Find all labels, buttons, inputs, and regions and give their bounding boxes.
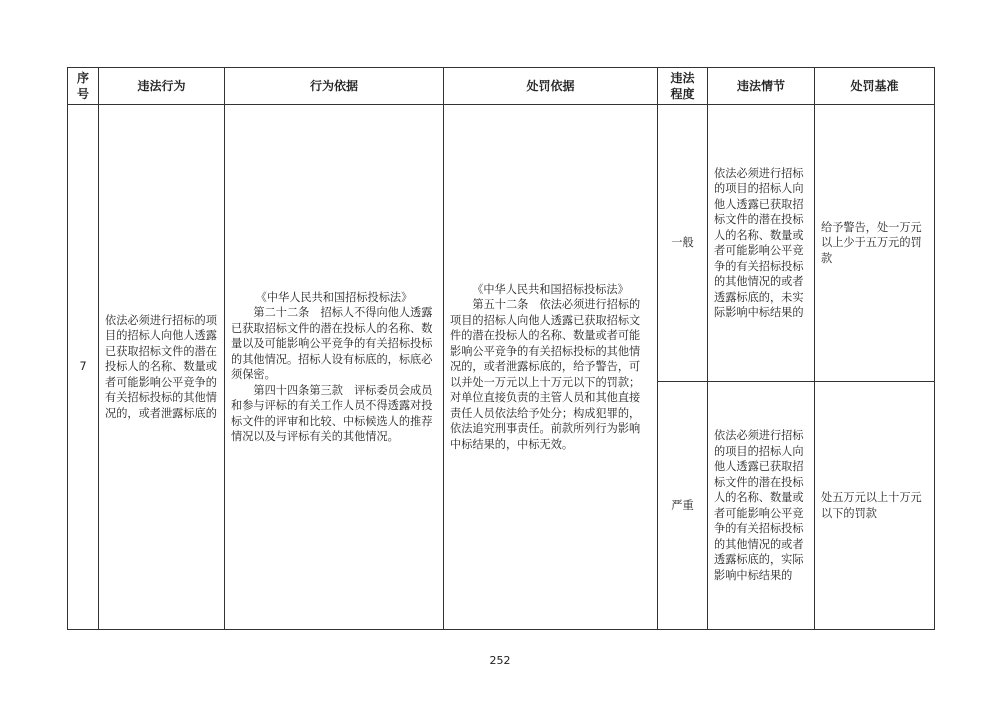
row-act: 依法必须进行招标的项目的招标人向他人透露已获取招标文件的潜在投标人的名称、数量或者可能影响公平竞争的有关招标投标的其他情况的，或者泄露标底的 [99, 105, 225, 630]
basis-law-title: 《中华人民共和国招标投标法》 [255, 290, 413, 304]
table-row [68, 105, 935, 382]
penalty-law-title: 《中华人民共和国招标投标法》 [472, 282, 629, 296]
row-basis [225, 105, 444, 630]
basis-article-22: 第二十二条 招标人不得向他人透露已获取招标文件的潜在投标人的名称、数量以及可能影响公平竞争的有关招标投标的其他情况。招标人设有标底的，标底必须保密。 [231, 306, 433, 381]
degree-serious: 严重 [658, 382, 708, 630]
page-number: 252 [489, 654, 511, 667]
standard-serious: 处五万元以上十万元以下的罚款 [815, 382, 935, 630]
header-degree: 违法程度 [658, 68, 708, 105]
header-penalty: 处罚依据 [444, 68, 658, 105]
header-circumstance: 违法情节 [708, 68, 815, 105]
header-seq: 序号 [68, 68, 99, 105]
circumstance-serious: 依法必须进行招标的项目的招标人向他人透露已获取招标文件的潜在投标人的名称、数量或者可能影响公平竞争的有关招标投标的其他情况的或者透露标底的，实际影响中标结果的 [708, 382, 815, 630]
circumstance-general: 依法必须进行招标的项目的招标人向他人透露已获取招标文件的潜在投标人的名称、数量或者可能影响公平竞争的有关招标投标的其他情况的或者透露标底的，未实际影响中标结果的 [708, 105, 815, 382]
header-act: 违法行为 [99, 68, 225, 105]
header-standard: 处罚基准 [815, 68, 935, 105]
row-penalty [444, 105, 658, 630]
header-basis: 行为依据 [225, 68, 444, 105]
basis-article-44: 第四十四条第三款 评标委员会成员和参与评标的有关工作人员不得透露对投标文件的评审和比较、中标候选人的推荐情况以及与评标有关的其他情况。 [231, 383, 433, 443]
degree-general: 一般 [658, 105, 708, 382]
header-row [68, 68, 935, 105]
penalty-article-52: 第五十二条 依法必须进行招标的项目的招标人向他人透露已获取招标文件的潜在投标人的名称、数量或者可能影响公平竞争的有关招标投标的其他情况的，或者泄露标底的，给予警告，可以并处一万元以上十万元以下的罚款；对单位直接负责的主管人员和其他直接责任人员依法给予处分；构成犯罪的，依法追究刑事责任。前款所列行为影响中标结果的，中标无效。 [450, 298, 641, 451]
penalty-table [67, 67, 935, 630]
standard-general: 给予警告，处一万元以上少于五万元的罚款 [815, 105, 935, 382]
row-seq: 7 [68, 105, 99, 630]
